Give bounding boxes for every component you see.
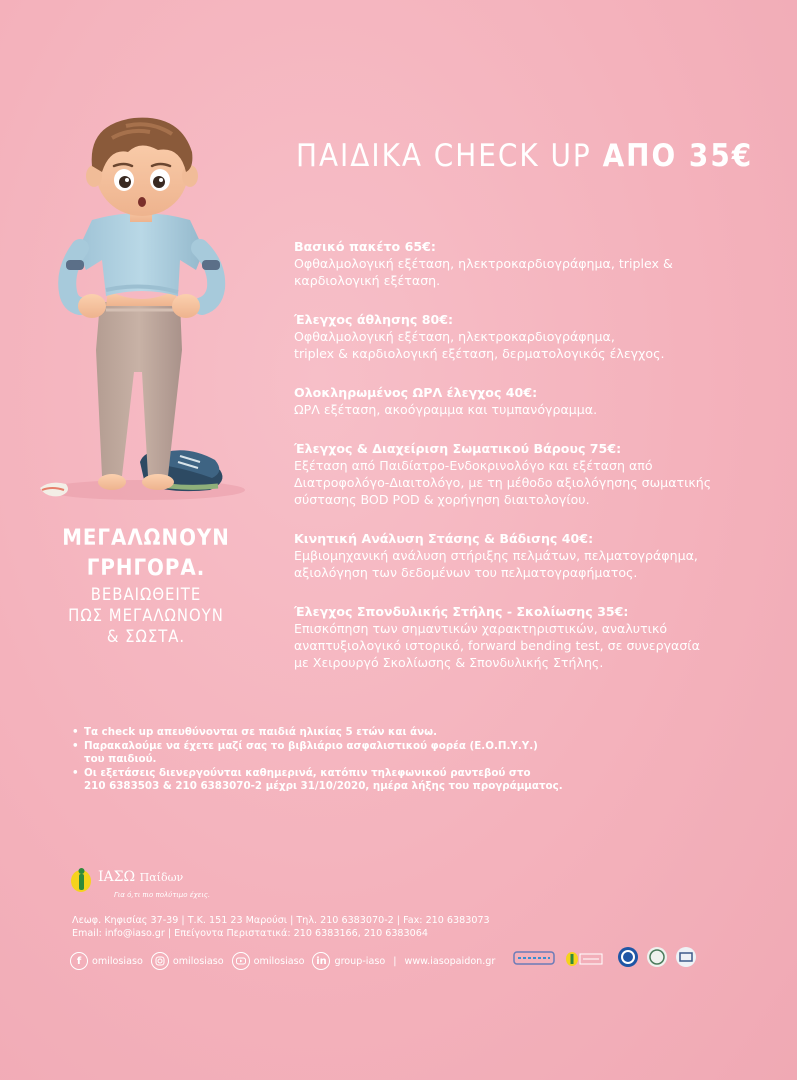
youtube-icon <box>232 952 250 970</box>
certification-badge-icon <box>676 947 696 967</box>
note-text: • Παρακαλούμε να έχετε μαζί σας το βιβλιάριο ασφαλιστικού φορέα (Ε.Ο.Π.Υ.Υ.) <box>84 739 538 752</box>
package-description: με Χειρουργό Σκολίωσης & Σπονδυλικής Στήλης. <box>294 655 604 670</box>
note-item <box>72 726 592 740</box>
package-description: Οφθαλμολογική εξέταση, ηλεκτροκαρδιογράφημα, triplex & <box>294 256 673 271</box>
linkedin-icon: in <box>312 952 330 970</box>
separator: | <box>393 955 397 967</box>
slogan-line: ΓΡΗΓΟΡΑ. <box>86 556 206 581</box>
logo-brand <box>98 869 183 885</box>
iaso-group-logo-icon <box>566 952 602 966</box>
note-item <box>72 740 592 767</box>
website-link[interactable]: www.iasopaidon.gr <box>404 955 496 967</box>
package-heading: Έλεγχος & Διαχείριση Σωματικού Βάρους 75€: <box>294 441 622 456</box>
package-description: Εξέταση από Παιδίατρο-Ενδοκρινολόγο και εξέταση από <box>294 458 653 473</box>
slogan <box>30 524 262 647</box>
logo-tagline: Για ό,τι πιο πολύτιμο έχεις. <box>114 891 211 899</box>
note-text: • Οι εξετάσεις διενεργούνται καθημερινά, κατόπιν τηλεφωνικού ραντεβού στο <box>84 766 531 779</box>
slogan-line: & ΣΩΣΤΑ. <box>106 627 186 646</box>
package-heading: Έλεγχος άθλησης 80€: <box>294 312 454 327</box>
slogan-line: ΜΕΓΑΛΩΝΟΥΝ <box>62 526 230 551</box>
facebook-handle: omilosiaso <box>92 955 143 967</box>
linkedin-link[interactable] <box>312 952 385 970</box>
title-price: ΑΠΟ 35€ <box>602 138 754 174</box>
title-light: ΠΑΙΔΙΚΑ CHECK UP <box>296 138 592 174</box>
note-text: 210 6383503 & 210 6383070-2 μέχρι 31/10/2020, ημέρα λήξης του προγράμματος. <box>84 780 563 792</box>
package-description: Επισκόπηση των σημαντικών χαρακτηριστικών, αναλυτικό <box>294 621 668 636</box>
package-list <box>294 238 764 693</box>
package-heading: Κινητική Ανάλυση Στάσης & Βάδισης 40€: <box>294 531 594 546</box>
youtube-link[interactable] <box>232 952 305 970</box>
facebook-icon: f <box>70 952 88 970</box>
certification-g-icon <box>618 947 638 967</box>
child-illustration <box>30 110 265 520</box>
email-line: Email: info@iaso.gr | Επείγοντα Περιστατικά: 210 6383166, 210 6383064 <box>72 928 428 939</box>
notes-list <box>72 726 592 794</box>
package-heading: Ολοκληρωμένος ΩΡΛ έλεγχος 40€: <box>294 385 538 400</box>
package-description: αναπτυξιολογικό ιστορικό, forward bending test, σε συνεργασία <box>294 638 700 653</box>
iaso-paidon-logo <box>70 865 290 905</box>
facebook-link[interactable] <box>70 952 143 970</box>
package-description: triplex & καρδιολογική εξέταση, δερματολογικός έλεγχος. <box>294 346 665 361</box>
slogan-line: ΒΕΒΑΙΩΘΕΙΤΕ <box>90 585 202 604</box>
package-item <box>294 530 764 581</box>
package-item <box>294 311 764 362</box>
partner-logos <box>512 942 712 972</box>
package-item <box>294 384 764 418</box>
note-text: • Τα check up απευθύνονται σε παιδιά ηλικίας 5 ετών και άνω. <box>84 726 437 738</box>
page-title <box>296 138 753 174</box>
package-description: Οφθαλμολογική εξέταση, ηλεκτροκαρδιογράφημα, <box>294 329 615 344</box>
instagram-handle: omilosiaso <box>172 955 224 967</box>
package-item <box>294 440 764 508</box>
instagram-icon <box>151 952 169 970</box>
package-description: καρδιολογική εξέταση. <box>294 273 441 288</box>
package-item <box>294 603 764 671</box>
slogan-line: ΠΩΣ ΜΕΓΑΛΩΝΟΥΝ <box>68 606 224 625</box>
package-heading: Βασικό πακέτο 65€: <box>294 239 436 254</box>
note-text: του παιδιού. <box>84 753 157 765</box>
package-heading: Έλεγχος Σπονδυλικής Στήλης - Σκολίωσης 35€: <box>294 604 629 619</box>
logo-brand-main: ΙΑΣΩ <box>98 869 136 885</box>
instagram-link[interactable] <box>151 952 224 970</box>
package-description: αξιολόγηση των δεδομένων του πελματογραφήματος. <box>294 565 638 580</box>
logo-brand-sub: Παίδων <box>139 871 184 884</box>
address-line: Λεωφ. Κηφισίας 37-39 | Τ.Κ. 151 23 Μαρούσι | Τηλ. 210 6383070-2 | Fax: 210 6383073 <box>72 915 490 926</box>
linkedin-handle: group-iaso <box>334 955 386 967</box>
partner-logo-1-icon <box>514 952 554 964</box>
social-links <box>70 949 503 973</box>
package-description: Εμβιομηχανική ανάλυση στήριξης πελμάτων, πελματογράφημα, <box>294 548 698 563</box>
package-item <box>294 238 764 289</box>
contact-info <box>72 914 490 940</box>
package-description: σύστασης BOD POD & χορήγηση διαιτολογίου. <box>294 492 590 507</box>
package-description: ΩΡΛ εξέταση, ακοόγραμμα και τυμπανόγραμμα. <box>294 402 598 417</box>
package-description: Διατροφολόγο-Διαιτολόγο, με τη μέθοδο αξιολόγησης σωματικής <box>294 475 712 490</box>
youtube-handle: omilosiaso <box>253 955 305 967</box>
note-item <box>72 767 592 794</box>
iaso-logo-icon <box>70 867 92 893</box>
certification-seal-icon <box>647 947 667 967</box>
